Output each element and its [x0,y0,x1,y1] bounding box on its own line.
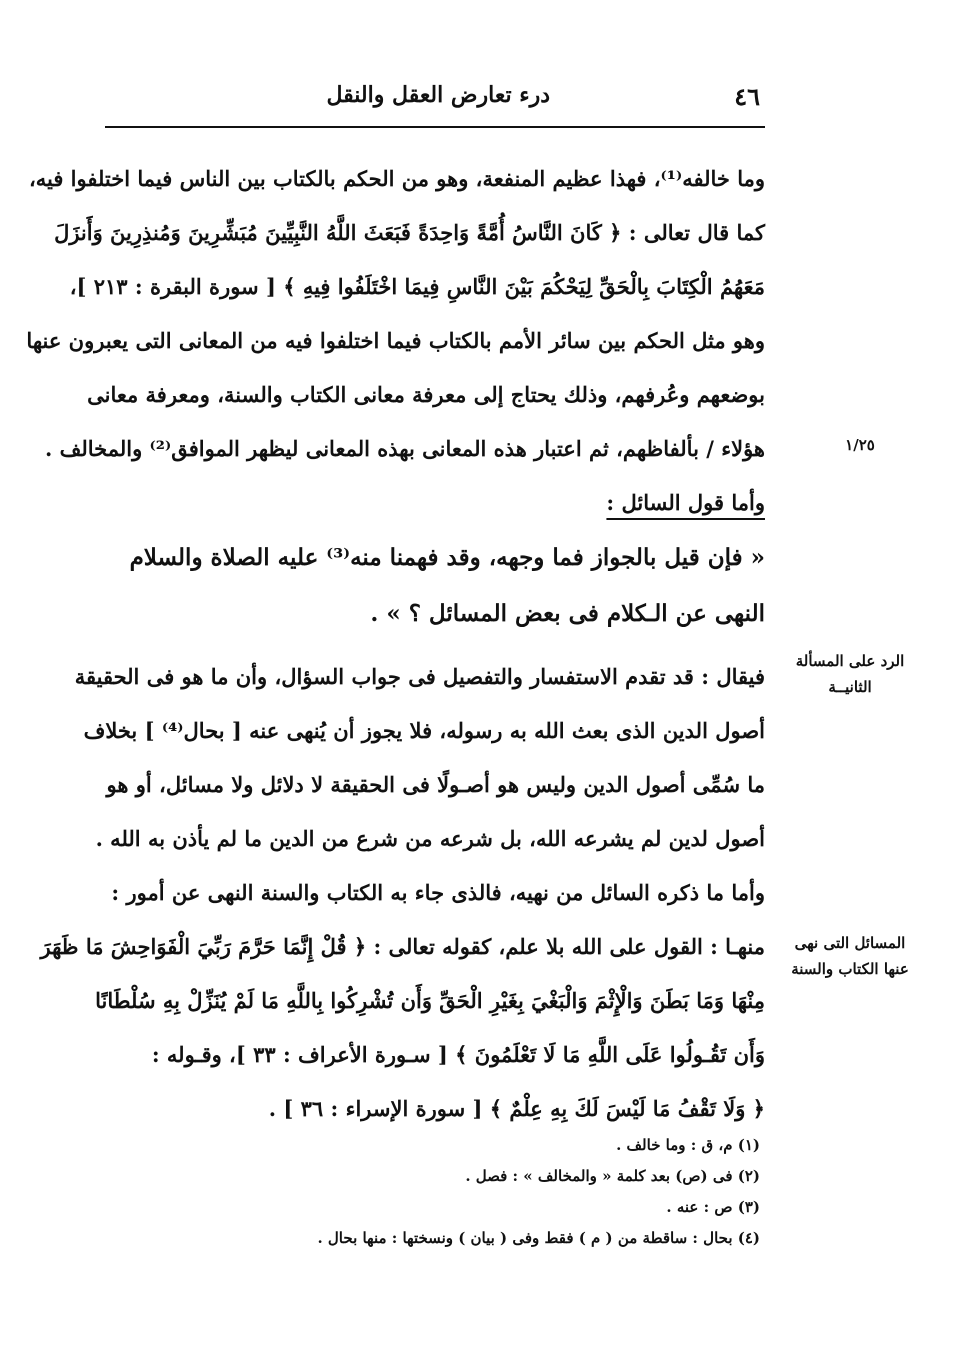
text-line: وما خالفه⁽¹⁾، فهذا عظيم المنفعة، وهو من الحكم بالكتاب بين الناس فيما اختلفوا فيه، [28,166,765,191]
summary-line: وأما ما ذكره السائل من نهيه، فالذى جاء به الكتاب والسنة النهى عن أمور : [111,880,765,905]
quote-line: « فإن قيل بالجواز فما وجهه، وقد فهمنا منه⁽³⁾ عليه الصلاة والسلام [129,544,765,571]
minha-line: ﴿ وَلَا تَقْفُ مَا لَيْسَ لَكَ بِهِ عِلْمٌ ﴾ [ سورة الإسراء : ٣٦ ] . [268,1096,765,1121]
text-line: كما قال تعالى : ﴿ كَانَ النَّاسُ أُمَّةً وَاحِدَةً فَبَعَثَ اللَّهُ النَّبِيِّينَ مُبَشِّرِينَ وَمُنذِرِينَ وَأَنزَلَ [54,220,765,245]
minha-line: وَأَن تَقُـولُوا عَلَى اللَّهِ مَا لَا تَعْلَمُونَ ﴾ [ سـورة الأعراف : ٣٣ ]، وقـوله : [151,1042,765,1067]
reply-line: أصول الدين الذى بعث الله به رسوله، فلا يجوز أن يُنهى عنه [ بحال⁽⁴⁾ ] بخلاف [83,718,765,743]
main-text [26,152,765,1136]
reply-line: أصول لدين لم يشرعه الله، بل شرعه من شرع من الدين ما لم يأذن به الله . [95,826,765,851]
margin-note-forbidden-issues: المسائل التى نهى عنها الكتاب والسنة [791,934,909,978]
footnote: (١) م، ق : وما خالف . [616,1136,760,1154]
footnote: (٣) ص : عنه . [666,1198,760,1216]
reply-line: فيقال : قد تقدم الاستفسار والتفصيل فى جواب السؤال، وأن ما هو فى الحقيقة [74,664,765,689]
margin-note-reply: الرد على المسألة الثانيــة [795,652,905,696]
minha-line: منهـا : القول على الله بلا علم، كقوله تعالى : ﴿ قُلْ إِنَّمَا حَرَّمَ رَبِّيَ الْفَوَاحِشَ مَا ظَهَرَ [40,934,765,959]
footnotes [260,1130,760,1254]
text-line: وهو مثل الحكم بين سائر الأمم بالكتاب فيما اختلفوا فيه من المعانى التى يعبرون عنها [26,328,765,353]
minha-line: مِنْهَا وَمَا بَطَنَ وَالْإِثْمَ وَالْبَغْيَ بِغَيْرِ الْحَقِّ وَأَن تُشْرِكُوا بِاللَّهِ مَا لَمْ يُنَزِّلْ بِهِ سُلْطَانًا [95,988,765,1013]
text-line: بوضعهم وعُرفهم، وذلك يحتاج إلى معرفة معانى الكتاب والسنة، ومعرفة معانى [87,382,765,407]
reply-line: ما سُمِّى أصول الدين وليس هو أصـولًا فى الحقيقة لا دلائل ولا مسائل، أو هو [106,772,765,797]
text-line: هؤلاء / بألفاظهم، ثم اعتبار هذه المعانى بهذه المعانى ليظهر الموافق⁽²⁾ والمخالف . [44,436,765,461]
text-line: مَعَهُمُ الْكِتَابَ بِالْحَقِّ لِيَحْكُمَ بَيْنَ النَّاسِ فِيمَا اخْتَلَفُوا فِيهِ ﴾ [ سورة البقرة : ٢١٣ ]، [69,274,765,299]
page-header [110,80,760,120]
margin-folio-note: ١/٢٥ [845,436,875,454]
running-title: درء تعارض العقل والنقل [326,82,550,108]
page-number: ٤٦ [734,82,760,111]
header-rule [105,126,765,128]
footnote: (٤) بحال : ساقطة من ( م ) فقط وفى ( بيان ) ونسختها : منها بحال . [317,1229,760,1247]
section-heading: وأما قول السائل : [606,490,765,515]
quote-line: النهى عن الـكلام فى بعض المسائل ؟ » . [370,600,765,627]
footnote: (٢) فى (ص) بعد كلمة « والمخالف » : فصل . [465,1167,760,1185]
